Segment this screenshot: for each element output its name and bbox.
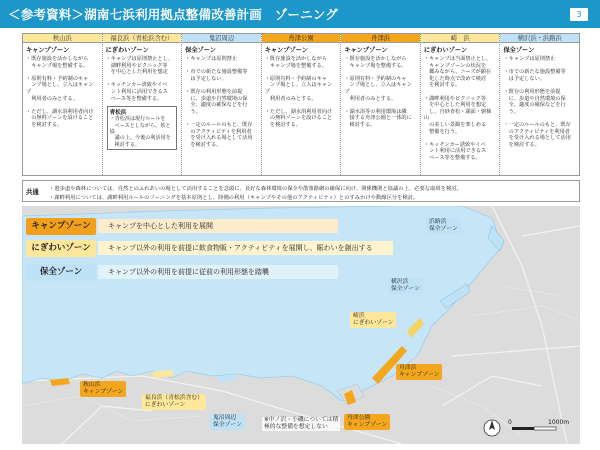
common-line-1: ・遊歩道や森林については、自然とのふれあいの場として活用することを念頭に、良好な森林環境の保全や散策路網の確保に向け、関係機関と協議の上、必要な取組を検討。 — [49, 186, 462, 192]
page-title: ＜参考資料＞湖南七浜利用拠点整備改善計画 ゾーニング — [8, 7, 338, 22]
zone-name: 保全ゾーン — [185, 47, 216, 54]
subbox-text: ・青松浜は現行ルールを ベースとしながら、県と協 議の上、今後の利活用を 検討する。 — [109, 116, 171, 148]
map-label-fukura: 福良浜（青松浜含む） にぎわいゾーン — [142, 394, 206, 410]
zone-name: キャンプゾーン — [344, 47, 388, 54]
column-header: 舟津公園 — [262, 34, 341, 43]
zone-description: ・キャンプは原則禁止 ・市での新たな施設整備等 は予定しない。 ・既存の利用形態を前提 に、歩道や自然環境の保 全、適度の確保などを行 う。 ・一定のルールのもと、既存 のアクティビティを利用者 を受け入れる場として活用 を検討する。 — [185, 56, 253, 148]
zoning-map — [22, 206, 580, 444]
column-onuma — [182, 34, 262, 175]
zone-description: ・キャンプは当面禁止とし、 キャンプゾーンの状況を 鑑みながら、ニーズが顕在 化した時点で改めて検討 を検討する。 ・湖畔利用やピクニック等 を中心とした利用を想定 し、自砂青松・湖面・磐梯山 の美しい景観を楽しめる 整備を行う。 ・キッチンカー誘致やイベ ント利用に活用できるス ペース等を整備する。 — [423, 56, 492, 161]
column-akiyama — [23, 34, 103, 175]
subbox-title: 青松浜 — [109, 110, 127, 117]
map-note: ※中ノ沢・小磯については積 極的な整備を想定しない — [264, 417, 339, 430]
column-header: 鬼沼周辺 — [182, 34, 261, 43]
column-header: 崎 浜 — [421, 34, 500, 43]
zone-name: 保全ゾーン — [503, 47, 535, 54]
zone-name: キャンプゾーン — [264, 47, 308, 54]
map-label-hamaji: 浜路浜 保全ゾーン — [426, 218, 461, 234]
scale-end: 1000m — [548, 419, 570, 426]
page-header — [0, 0, 600, 28]
legend-hozen-text: キャンプ以外の利用を前提に従前の利用形態を踏襲 — [98, 265, 338, 279]
common-notes — [22, 180, 580, 202]
column-fukura — [103, 34, 183, 175]
aomatsu-subbox — [107, 106, 178, 150]
map-label-funatsuhama: 舟津浜 キャンプゾーン — [396, 364, 442, 380]
common-label: 共通 — [26, 188, 39, 196]
north-arrow-icon — [484, 420, 500, 436]
scale-start: 0 — [508, 419, 512, 426]
zone-description: ・既存施設を活かしながら キャンプ場を整備する。 ・原則有料・予約制のキャ ンプ場とし、立入はキャンプ 利用者のみとする。 ・湖水浴等の利用環境は隣 接する舟津公園と一体的に 検討する。 — [344, 56, 412, 128]
column-funatsu-koen — [262, 34, 342, 175]
legend-hozen-label: 保全ゾーン — [26, 264, 96, 281]
map-label-sakihama: 崎浜 にぎわいゾーン — [350, 312, 396, 328]
zone-description: ・既存施設を活かしながら キャンプ場を整備する。 ・原則有料・予約制のキャ ンプ場とし、立入はキャンプ 利用者のみとする。 ・ただし、湖水浴利用者向け の無料ゾーンを設けること を検討する。 — [26, 56, 94, 128]
legend-camp-text: キャンプを中心とした利用を展開 — [98, 219, 338, 233]
map-label-akiyama: 秋山浜 キャンプゾーン — [80, 381, 126, 397]
common-line-2: ・湖畔利用については、湖畔利用ルールのゾーニングを基本原則とし、陸側の利用（キャンプやその他のアクティビティ）とのすみわけや動線区分を検討。 — [49, 195, 419, 201]
map-label-yokosawa: 横沢浜 保全ゾーン — [388, 278, 423, 294]
map-label-funatsukoen: 舟津公園 キャンプゾーン — [344, 414, 390, 430]
column-header: 秋山浜 — [23, 34, 102, 43]
zoning-table — [22, 33, 580, 176]
zone-name: にぎわいゾーン — [105, 47, 149, 54]
column-yokosawa-hamaji — [500, 34, 579, 175]
scale-bar — [512, 427, 556, 430]
legend-camp-label: キャンプゾーン — [26, 218, 96, 235]
column-header: 横沢浜・浜路浜 — [500, 34, 579, 43]
zone-description: ・キャンプは原則禁止とし、 湖畔利用やピクニック等 を中心とした利用を想定 ・キッチンカー誘致やイベ ント利用に活用できるス ペース等を整備する。 — [105, 56, 174, 102]
column-sakihama — [421, 34, 501, 175]
column-header: 福良浜（青松浜含む） — [103, 34, 182, 43]
column-header: 舟津浜 — [341, 34, 420, 43]
legend-niwai-text: キャンプ以外の利用を前提に飲食物販・アクティビティを展開し、賑わいを創出する — [98, 241, 393, 255]
zone-name: キャンプゾーン — [26, 47, 70, 54]
map-label-onuma: 鬼沼周辺 保全ゾーン — [210, 414, 245, 430]
legend-niwai-label: にぎわいゾーン — [26, 240, 96, 257]
page-number: 3 — [570, 8, 588, 21]
zone-name: にぎわいゾーン — [423, 47, 468, 54]
zone-description: ・既存施設を活かしながら キャンプ場を整備する。 ・原則有料・予約制のキャ ンプ場とし、立入はキャンプ 利用者のみとする。 ・ただし、湖水浴利用者向け の無料ゾーンを設けること を検討する。 — [264, 56, 333, 128]
zone-description: ・キャンプは原則禁止 ・市での新たな施設整備等 は予定しない。 ・既存の利用形態を前提 に、歩道や自然環境の保 全、適度の確保などを行 う。 ・一定のルールのもと、既存 のアクティビティを利用者 を受け入れる場として活用 を検討する。 — [503, 56, 571, 148]
column-funatsu-hama — [341, 34, 421, 175]
